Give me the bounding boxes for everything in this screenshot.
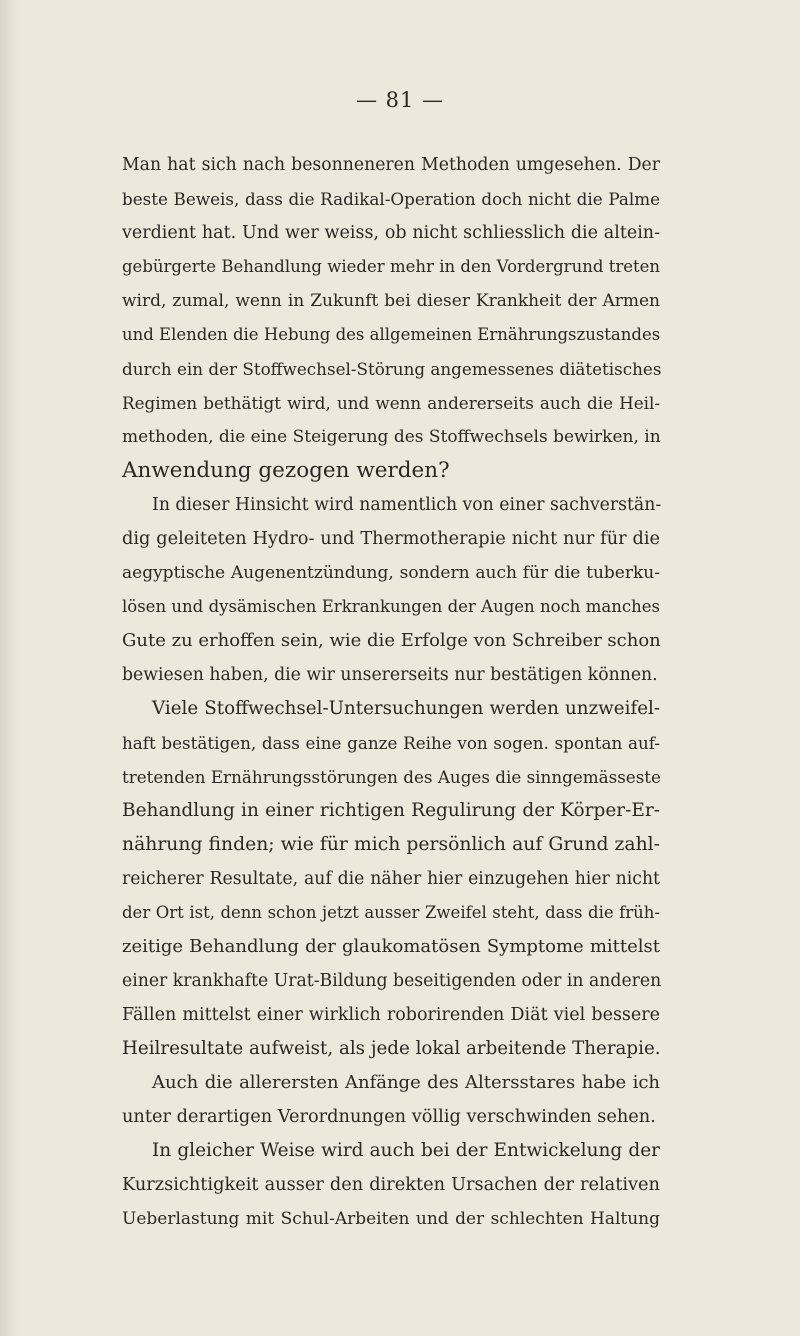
text-line: haft bestätigen, dass eine ganze Reihe von sogen. spontan auf- bbox=[122, 733, 660, 753]
text-line: nährung finden; wie für mich persönlich auf Grund zahl- bbox=[122, 834, 660, 855]
text-line: einer krankhafte Urat-Bildung beseitigenden oder in anderen bbox=[122, 971, 662, 991]
text-line: reicherer Resultate, auf die näher hier einzugehen hier nicht bbox=[122, 869, 660, 889]
text-line: Kurzsichtigkeit ausser den direkten Ursachen der relativen bbox=[122, 1175, 660, 1195]
page-edge-shadow bbox=[0, 0, 18, 1336]
text-line: Ueberlastung mit Schul-Arbeiten und der schlechten Haltung bbox=[122, 1209, 660, 1229]
text-line: zeitige Behandlung der glaukomatösen Symptome mittelst bbox=[122, 936, 660, 957]
text-line: dig geleiteten Hydro- und Thermotherapie nicht nur für die bbox=[122, 529, 660, 549]
text-line: Behandlung in einer richtigen Regulirung der Körper-Er- bbox=[122, 800, 660, 821]
text-line: wird, zumal, wenn in Zukunft bei dieser Krankheit der Armen bbox=[122, 291, 660, 311]
text-line: tretenden Ernährungsstörungen des Auges die sinngemässeste bbox=[122, 767, 661, 787]
text-line: Fällen mittelst einer wirklich roborirenden Diät viel bessere bbox=[122, 1005, 660, 1025]
text-line: und Elenden die Hebung des allgemeinen Ernährungszustandes bbox=[122, 325, 661, 344]
page-number: — 81 — bbox=[355, 88, 445, 112]
text-line: Heilresultate aufweist, als jede lokal arbeitende Therapie. bbox=[122, 1038, 661, 1059]
text-line: unter derartigen Verordnungen völlig verschwinden sehen. bbox=[122, 1107, 656, 1127]
text-line: In dieser Hinsicht wird namentlich von einer sachverstän- bbox=[152, 495, 662, 515]
text-line: aegyptische Augenentzündung, sondern auch für die tuberku- bbox=[122, 563, 660, 583]
text-line: Viele Stoffwechsel-Untersuchungen werden unzweifel- bbox=[152, 698, 660, 719]
text-line: der Ort ist, denn schon jetzt ausser Zweifel steht, dass die früh- bbox=[122, 903, 660, 922]
text-line: Gute zu erhoffen sein, wie die Erfolge von Schreiber schon bbox=[122, 630, 661, 651]
text-line: durch ein der Stoffwechsel-Störung angemessenes diätetisches bbox=[122, 359, 662, 379]
text-line: gebürgerte Behandlung wieder mehr in den Vordergrund treten bbox=[122, 257, 660, 276]
text-line: lösen und dysämischen Erkrankungen der Augen noch manches bbox=[122, 597, 660, 616]
text-line: methoden, die eine Steigerung des Stoffwechsels bewirken, in bbox=[122, 427, 661, 447]
text-line: Auch die allerersten Anfänge des Altersstares habe ich bbox=[152, 1072, 660, 1093]
text-line: bewiesen haben, die wir unsererseits nur bestätigen können. bbox=[122, 665, 658, 685]
text-line: Man hat sich nach besonneneren Methoden umgesehen. Der bbox=[122, 155, 660, 175]
text-line: beste Beweis, dass die Radikal-Operation doch nicht die Palme bbox=[122, 189, 660, 209]
text-line: verdient hat. Und wer weiss, ob nicht schliesslich die altein- bbox=[122, 223, 660, 243]
text-line: Regimen bethätigt wird, und wenn andererseits auch die Heil- bbox=[122, 393, 660, 413]
text-line: Anwendung gezogen werden? bbox=[122, 458, 450, 483]
text-line: In gleicher Weise wird auch bei der Entwickelung der bbox=[152, 1140, 660, 1161]
